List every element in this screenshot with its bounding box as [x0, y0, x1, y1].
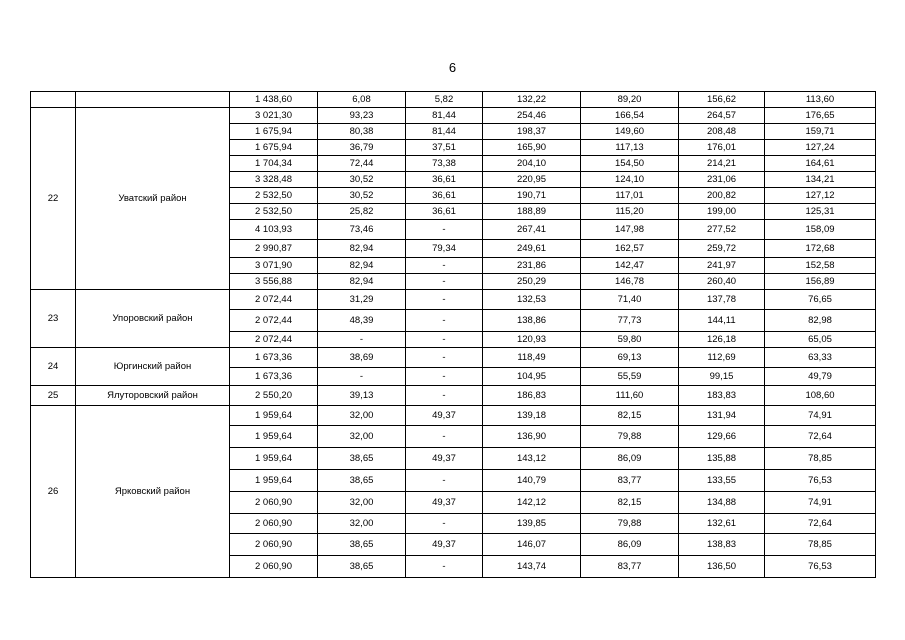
value-cell: 127,12: [765, 188, 876, 204]
value-cell: 38,65: [318, 534, 406, 556]
value-cell: 76,53: [765, 470, 876, 492]
value-cell: 3 328,48: [230, 172, 318, 188]
value-cell: 159,71: [765, 124, 876, 140]
district-name: Упоровский район: [76, 290, 230, 348]
value-cell: 49,37: [406, 492, 483, 514]
value-cell: 111,60: [581, 386, 679, 406]
value-cell: 136,90: [483, 426, 581, 448]
value-cell: 166,54: [581, 108, 679, 124]
value-cell: -: [406, 258, 483, 274]
value-cell: 38,69: [318, 348, 406, 368]
value-cell: 146,78: [581, 274, 679, 290]
value-cell: -: [318, 332, 406, 348]
value-cell: 36,61: [406, 172, 483, 188]
value-cell: 2 060,90: [230, 556, 318, 578]
value-cell: 143,12: [483, 448, 581, 470]
value-cell: 149,60: [581, 124, 679, 140]
value-cell: 129,66: [679, 426, 765, 448]
value-cell: 82,94: [318, 274, 406, 290]
value-cell: 188,89: [483, 204, 581, 220]
table-row: [31, 386, 876, 406]
value-cell: 73,38: [406, 156, 483, 172]
value-cell: 1 704,34: [230, 156, 318, 172]
district-name: Юргинский район: [76, 348, 230, 386]
value-cell: 38,65: [318, 448, 406, 470]
row-number: 24: [31, 348, 76, 386]
value-cell: -: [406, 274, 483, 290]
value-cell: 71,40: [581, 290, 679, 310]
value-cell: 200,82: [679, 188, 765, 204]
row-number: 23: [31, 290, 76, 348]
value-cell: 249,61: [483, 240, 581, 258]
value-cell: 132,22: [483, 92, 581, 108]
value-cell: 86,09: [581, 534, 679, 556]
value-cell: 208,48: [679, 124, 765, 140]
value-cell: 1 959,64: [230, 406, 318, 426]
value-cell: 31,29: [318, 290, 406, 310]
district-name: Ялуторовский район: [76, 386, 230, 406]
value-cell: 49,79: [765, 368, 876, 386]
row-number: 22: [31, 108, 76, 290]
district-name: Ярковский район: [76, 406, 230, 578]
district-name: [76, 92, 230, 108]
value-cell: 138,86: [483, 310, 581, 332]
value-cell: 79,88: [581, 514, 679, 534]
value-cell: 112,69: [679, 348, 765, 368]
value-cell: 89,20: [581, 92, 679, 108]
value-cell: 36,79: [318, 140, 406, 156]
value-cell: -: [406, 426, 483, 448]
value-cell: -: [406, 310, 483, 332]
value-cell: 81,44: [406, 108, 483, 124]
value-cell: 2 072,44: [230, 332, 318, 348]
value-cell: 76,53: [765, 556, 876, 578]
value-cell: -: [406, 556, 483, 578]
value-cell: 135,88: [679, 448, 765, 470]
value-cell: 2 532,50: [230, 204, 318, 220]
value-cell: 65,05: [765, 332, 876, 348]
value-cell: 183,83: [679, 386, 765, 406]
value-cell: 30,52: [318, 188, 406, 204]
value-cell: 132,61: [679, 514, 765, 534]
value-cell: 72,64: [765, 426, 876, 448]
district-name: Уватский район: [76, 108, 230, 290]
value-cell: 134,21: [765, 172, 876, 188]
value-cell: 2 550,20: [230, 386, 318, 406]
value-cell: 139,18: [483, 406, 581, 426]
value-cell: 1 675,94: [230, 140, 318, 156]
page-number: 6: [448, 60, 457, 75]
value-cell: 1 673,36: [230, 368, 318, 386]
value-cell: 2 072,44: [230, 290, 318, 310]
value-cell: -: [406, 220, 483, 240]
value-cell: 74,91: [765, 492, 876, 514]
value-cell: 86,09: [581, 448, 679, 470]
value-cell: 190,71: [483, 188, 581, 204]
value-cell: 259,72: [679, 240, 765, 258]
value-cell: 146,07: [483, 534, 581, 556]
value-cell: 79,88: [581, 426, 679, 448]
value-cell: 117,13: [581, 140, 679, 156]
value-cell: 63,33: [765, 348, 876, 368]
value-cell: 2 060,90: [230, 492, 318, 514]
value-cell: 156,89: [765, 274, 876, 290]
value-cell: -: [406, 386, 483, 406]
value-cell: 39,13: [318, 386, 406, 406]
value-cell: 134,88: [679, 492, 765, 514]
value-cell: 144,11: [679, 310, 765, 332]
value-cell: 115,20: [581, 204, 679, 220]
value-cell: 136,50: [679, 556, 765, 578]
value-cell: 36,61: [406, 188, 483, 204]
value-cell: 113,60: [765, 92, 876, 108]
value-cell: 2 072,44: [230, 310, 318, 332]
value-cell: 198,37: [483, 124, 581, 140]
value-cell: 133,55: [679, 470, 765, 492]
value-cell: 82,94: [318, 258, 406, 274]
value-cell: 139,85: [483, 514, 581, 534]
value-cell: 82,98: [765, 310, 876, 332]
row-number: [31, 92, 76, 108]
value-cell: 82,15: [581, 492, 679, 514]
table-row: [31, 290, 876, 310]
table-row: [31, 108, 876, 124]
value-cell: 78,85: [765, 534, 876, 556]
value-cell: 1 959,64: [230, 448, 318, 470]
value-cell: 82,94: [318, 240, 406, 258]
value-cell: 158,09: [765, 220, 876, 240]
value-cell: -: [406, 348, 483, 368]
value-cell: 260,40: [679, 274, 765, 290]
value-cell: -: [406, 290, 483, 310]
value-cell: 99,15: [679, 368, 765, 386]
value-cell: 104,95: [483, 368, 581, 386]
value-cell: 152,58: [765, 258, 876, 274]
value-cell: 220,95: [483, 172, 581, 188]
value-cell: 76,65: [765, 290, 876, 310]
value-cell: 77,73: [581, 310, 679, 332]
value-cell: 186,83: [483, 386, 581, 406]
value-cell: 25,82: [318, 204, 406, 220]
value-cell: 118,49: [483, 348, 581, 368]
value-cell: 124,10: [581, 172, 679, 188]
value-cell: 2 060,90: [230, 514, 318, 534]
value-cell: 32,00: [318, 514, 406, 534]
value-cell: 2 990,87: [230, 240, 318, 258]
value-cell: 49,37: [406, 406, 483, 426]
value-cell: 108,60: [765, 386, 876, 406]
value-cell: 59,80: [581, 332, 679, 348]
table-row: [31, 406, 876, 426]
value-cell: 137,78: [679, 290, 765, 310]
row-number: 26: [31, 406, 76, 578]
value-cell: 30,52: [318, 172, 406, 188]
value-cell: 176,01: [679, 140, 765, 156]
value-cell: 2 532,50: [230, 188, 318, 204]
value-cell: 142,47: [581, 258, 679, 274]
value-cell: 156,62: [679, 92, 765, 108]
value-cell: 131,94: [679, 406, 765, 426]
value-cell: 267,41: [483, 220, 581, 240]
value-cell: 164,61: [765, 156, 876, 172]
value-cell: -: [406, 514, 483, 534]
value-cell: 250,29: [483, 274, 581, 290]
value-cell: 1 438,60: [230, 92, 318, 108]
value-cell: 140,79: [483, 470, 581, 492]
value-cell: 3 071,90: [230, 258, 318, 274]
value-cell: 3 556,88: [230, 274, 318, 290]
value-cell: 49,37: [406, 448, 483, 470]
value-cell: -: [406, 470, 483, 492]
value-cell: 37,51: [406, 140, 483, 156]
value-cell: 82,15: [581, 406, 679, 426]
value-cell: 93,23: [318, 108, 406, 124]
value-cell: 126,18: [679, 332, 765, 348]
value-cell: 204,10: [483, 156, 581, 172]
value-cell: 36,61: [406, 204, 483, 220]
value-cell: 83,77: [581, 556, 679, 578]
value-cell: 32,00: [318, 492, 406, 514]
value-cell: 142,12: [483, 492, 581, 514]
value-cell: 172,68: [765, 240, 876, 258]
value-cell: 78,85: [765, 448, 876, 470]
value-cell: 231,86: [483, 258, 581, 274]
value-cell: 231,06: [679, 172, 765, 188]
value-cell: -: [318, 368, 406, 386]
value-cell: 32,00: [318, 406, 406, 426]
value-cell: 81,44: [406, 124, 483, 140]
value-cell: 80,38: [318, 124, 406, 140]
value-cell: 83,77: [581, 470, 679, 492]
value-cell: 143,74: [483, 556, 581, 578]
value-cell: 162,57: [581, 240, 679, 258]
value-cell: 132,53: [483, 290, 581, 310]
value-cell: 176,65: [765, 108, 876, 124]
value-cell: 38,65: [318, 556, 406, 578]
value-cell: 72,44: [318, 156, 406, 172]
value-cell: 32,00: [318, 426, 406, 448]
value-cell: 4 103,93: [230, 220, 318, 240]
value-cell: 1 673,36: [230, 348, 318, 368]
row-number: 25: [31, 386, 76, 406]
value-cell: 199,00: [679, 204, 765, 220]
value-cell: 72,64: [765, 514, 876, 534]
value-cell: 214,21: [679, 156, 765, 172]
value-cell: 3 021,30: [230, 108, 318, 124]
value-cell: -: [406, 332, 483, 348]
value-cell: 2 060,90: [230, 534, 318, 556]
value-cell: 6,08: [318, 92, 406, 108]
value-cell: 55,59: [581, 368, 679, 386]
table-row: [31, 92, 876, 108]
value-cell: 277,52: [679, 220, 765, 240]
value-cell: 117,01: [581, 188, 679, 204]
value-cell: 1 675,94: [230, 124, 318, 140]
value-cell: 48,39: [318, 310, 406, 332]
value-cell: 264,57: [679, 108, 765, 124]
tariff-table: [30, 91, 876, 578]
table-row: [31, 348, 876, 368]
value-cell: 165,90: [483, 140, 581, 156]
value-cell: 38,65: [318, 470, 406, 492]
value-cell: 74,91: [765, 406, 876, 426]
value-cell: 241,97: [679, 258, 765, 274]
value-cell: 138,83: [679, 534, 765, 556]
value-cell: 147,98: [581, 220, 679, 240]
value-cell: 73,46: [318, 220, 406, 240]
value-cell: 1 959,64: [230, 470, 318, 492]
value-cell: -: [406, 368, 483, 386]
value-cell: 1 959,64: [230, 426, 318, 448]
value-cell: 69,13: [581, 348, 679, 368]
value-cell: 49,37: [406, 534, 483, 556]
value-cell: 154,50: [581, 156, 679, 172]
value-cell: 127,24: [765, 140, 876, 156]
value-cell: 79,34: [406, 240, 483, 258]
value-cell: 254,46: [483, 108, 581, 124]
value-cell: 120,93: [483, 332, 581, 348]
value-cell: 5,82: [406, 92, 483, 108]
value-cell: 125,31: [765, 204, 876, 220]
